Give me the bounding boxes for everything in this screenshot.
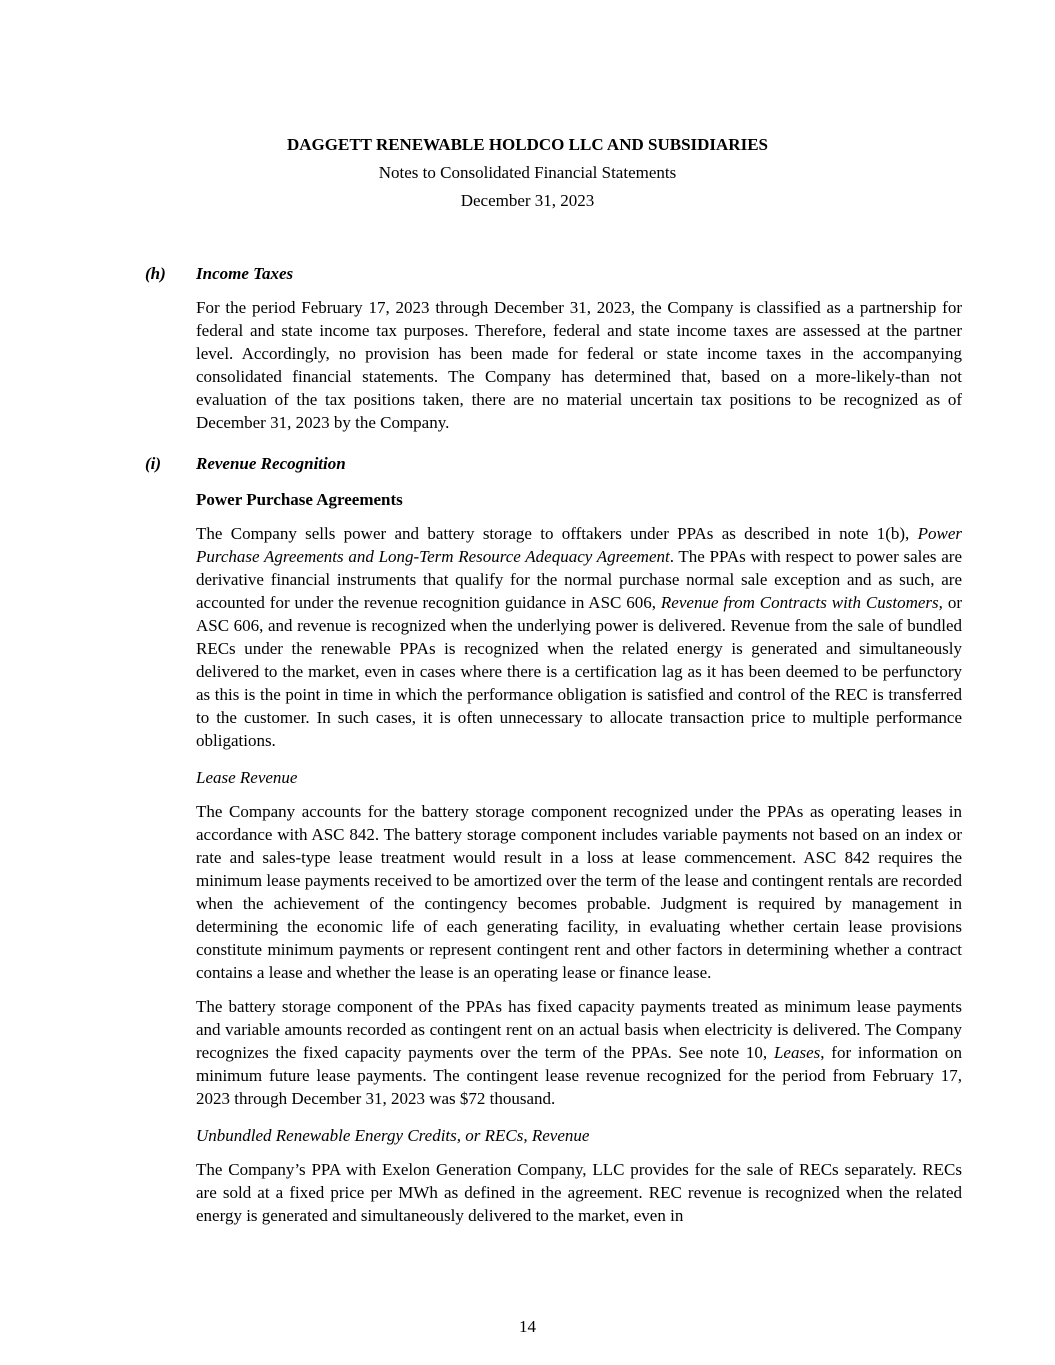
section-h-title: Income Taxes [196,264,294,283]
section-h-heading [145,262,962,285]
document-subtitle: Notes to Consolidated Financial Statements [378,163,677,182]
document-date: December 31, 2023 [460,191,595,210]
page-number: 14 [519,1317,536,1336]
ppa-subheading: Power Purchase Agreements [196,490,403,509]
lease-paragraph-2: The battery storage component of the PPAs has fixed capacity payments treated as minimum lease payments and variable amounts recorded as contingent rent on an actual basis when electricity is delivered. The Company recognizes the fixed capacity payments over the term of the PPAs. See note 10, Leases, for information on minimum future lease payments. The contingent lease revenue recognized for the period from February 17, 2023 through December 31, 2023 was $72 thousand. [196,997,962,1108]
income-taxes-paragraph: For the period February 17, 2023 through December 31, 2023, the Company is classified as a partnership for federal and state income tax purposes. Therefore, federal and state income taxes are assessed at the partner level. Accordingly, no provision has been made for federal or state income taxes in the accompanying consolidated financial statements. The Company has determined that, based on a more-likely-than not evaluation of the tax positions taken, there are no material uncertain tax positions to be recognized as of December 31, 2023 by the Company. [196,298,962,432]
document-header [0,0,1055,215]
section-h-label: (h) [145,264,166,283]
company-title: DAGGETT RENEWABLE HOLDCO LLC AND SUBSIDIARIES [286,135,768,154]
section-i-label: (i) [145,454,162,473]
lease-revenue-subheading: Lease Revenue [196,768,298,787]
recs-subheading: Unbundled Renewable Energy Credits, or RECs, Revenue [196,1126,590,1145]
section-i-heading [145,452,962,475]
section-i-title: Revenue Recognition [196,454,346,473]
ppa-paragraph: The Company sells power and battery storage to offtakers under PPAs as described in note 1(b), Power Purchase Agreements and Long-Term Resource Adequacy Agreement. The PPAs with respect to power sales are derivative financial instruments that qualify for the normal purchase normal sale exception and as such, are accounted for under the revenue recognition guidance in ASC 606, Revenue from Contracts with Customers, or ASC 606, and revenue is recognized when the underlying power is delivered. Revenue from the sale of bundled RECs under the renewable PPAs is recognized when the related energy is generated and simultaneously delivered to the market, even in cases where there is a certification lag as it has been deemed to be perfunctory as this is the point in time in which the performance obligation is satisfied and control of the REC is transferred to the customer. In such cases, it is often unnecessary to allocate transaction price to multiple performance obligations. [196,524,962,750]
lease-paragraph-1: The Company accounts for the battery storage component recognized under the PPAs as operating leases in accordance with ASC 842. The battery storage component includes variable payments not based on an index or rate and sales-type lease treatment would result in a loss at lease commencement. ASC 842 requires the minimum lease payments received to be amortized over the term of the lease and contingent rentals are recorded when the achievement of the contingency becomes probable. Judgment is required by management in determining the economic life of each generating facility, in evaluating whether certain lease provisions constitute minimum payments or represent contingent rent and other factors in determining whether a contract contains a lease and whether the lease is an operating lease or finance lease. [196,802,962,982]
recs-paragraph: The Company’s PPA with Exelon Generation Company, LLC provides for the sale of RECs separately. RECs are sold at a fixed price per MWh as defined in the agreement. REC revenue is recognized when the related energy is generated and simultaneously delivered to the market, even in [196,1160,962,1225]
